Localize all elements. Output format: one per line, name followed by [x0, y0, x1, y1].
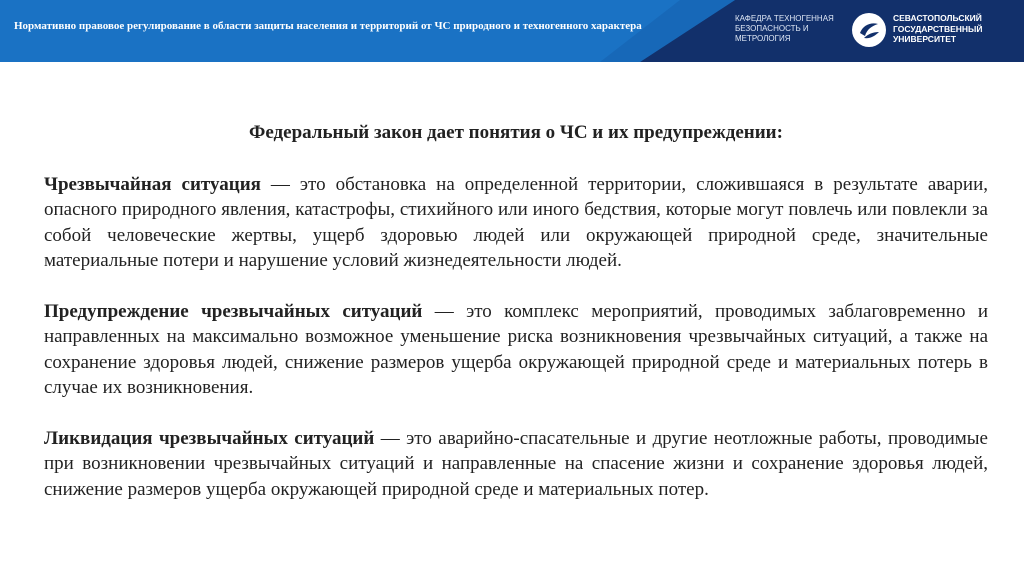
- department-name: [735, 14, 855, 44]
- university-line: СЕВАСТОПОЛЬСКИЙ: [893, 13, 982, 23]
- header-bar: [0, 0, 1024, 62]
- university-line: ГОСУДАРСТВЕННЫЙ: [893, 23, 983, 34]
- slide-content: [44, 120, 988, 527]
- definition-paragraph: [44, 426, 988, 503]
- department-line: БЕЗОПАСНОСТЬ И: [735, 24, 809, 33]
- definition-paragraph: [44, 299, 988, 401]
- definition-text: — это обстановка на определенной территории, сложившаяся в результате аварии, опасного природного явления, катастрофы, стихийного или иного бедствия, которые могут повлечь или повлекли за собой человеческие жертвы, ущерб здоровью людей или окружающей природной среде, значительные материальные потери и нарушение условий жизнедеятельности людей.: [44, 173, 988, 271]
- definition-term: Ликвидация чрезвычайных ситуаций: [44, 427, 375, 449]
- university-line: УНИВЕРСИТЕТ: [893, 34, 957, 44]
- slide-heading: Федеральный закон дает понятия о ЧС и их предупреждении:: [249, 122, 783, 143]
- definition-paragraph: [44, 172, 988, 274]
- definition-text: — это аварийно-спасательные и другие неотложные работы, проводимые при возникновении чрезвычайных ситуаций и направленные на спасение жизни и сохранение здоровья людей, снижение размеров ущерба окружающей природной среде и материальных потер.: [44, 427, 988, 500]
- department-line: КАФЕДРА ТЕХНОГЕННАЯ: [735, 14, 834, 23]
- definition-term: Предупреждение чрезвычайных ситуаций: [44, 300, 423, 322]
- department-line: МЕТРОЛОГИЯ: [735, 34, 791, 43]
- university-name: [893, 13, 983, 45]
- presentation-title: Нормативно правовое регулирование в области защиты населения и территорий от ЧС природного и техногенного характера: [14, 20, 642, 32]
- definition-term: Чрезвычайная ситуация: [44, 173, 261, 195]
- definition-text: — это комплекс мероприятий, проводимых заблаговременно и направленных на максимально возможное уменьшение риска возникновения чрезвычайных ситуаций, а также на сохранение здоровья людей, снижение размеров ущерба окружающей природной среде и материальных потерь в случае их возникновения.: [44, 300, 988, 398]
- university-logo-icon: [851, 12, 887, 48]
